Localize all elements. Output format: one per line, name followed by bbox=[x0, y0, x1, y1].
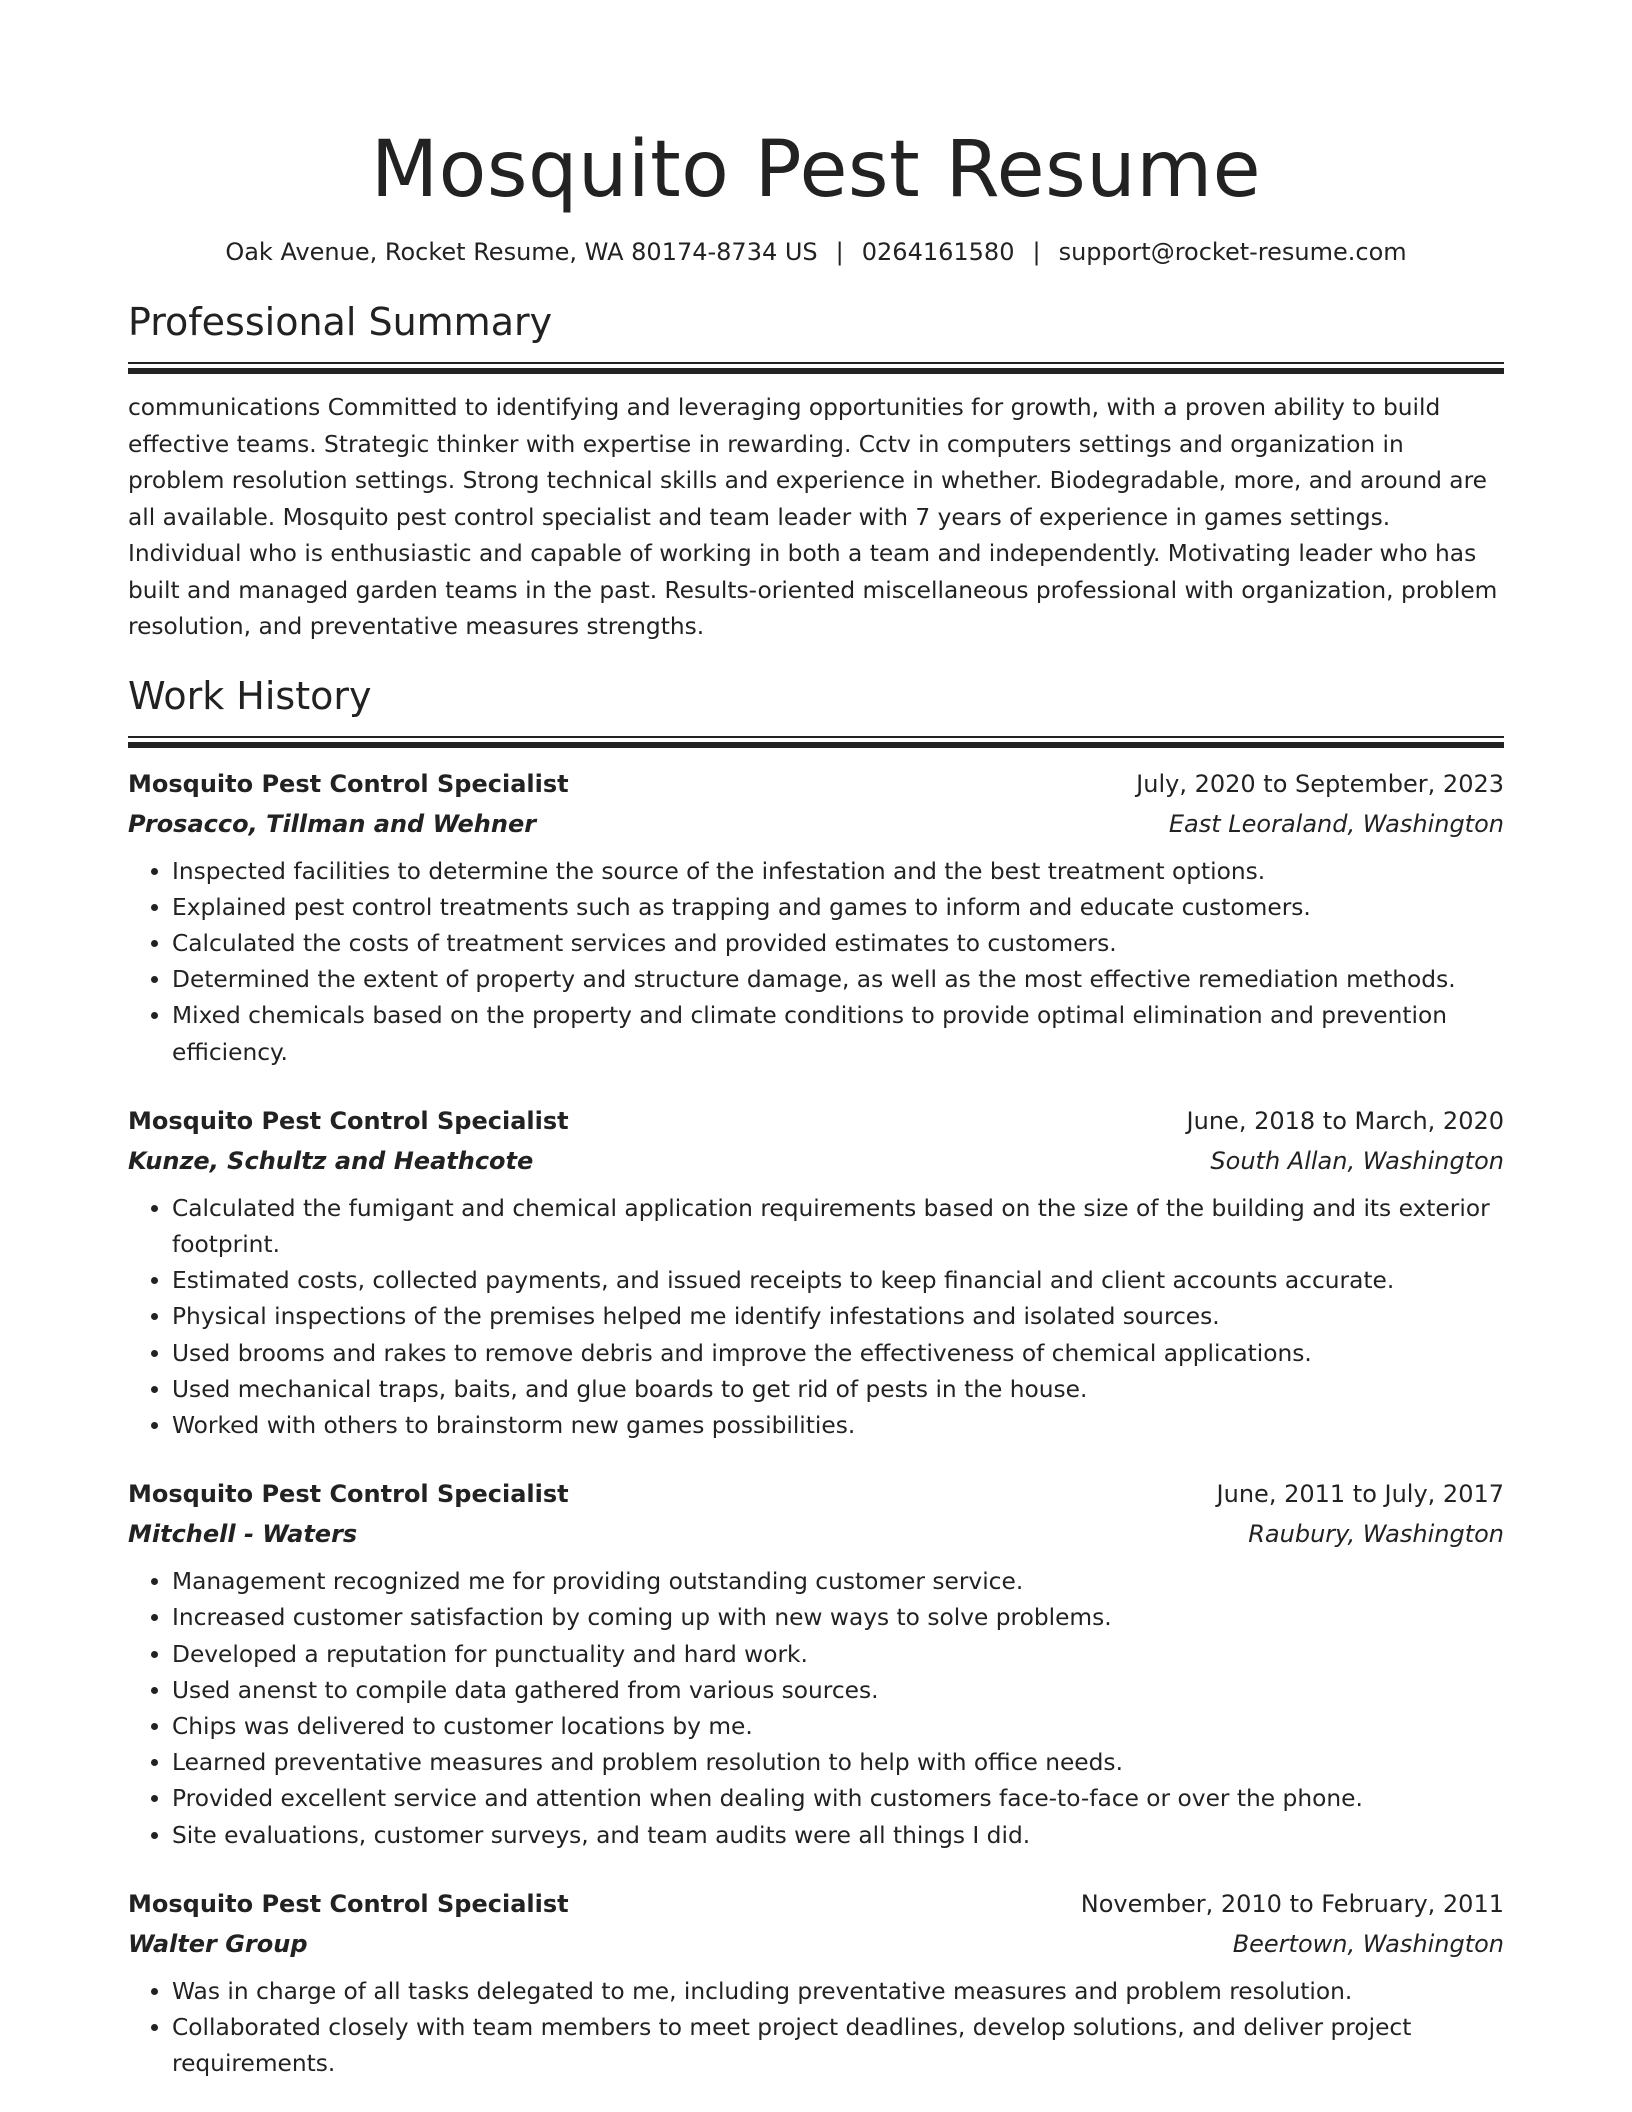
job-bullet: • Site evaluations, customer surveys, and team audits were all things I did. bbox=[172, 1818, 1504, 1854]
job-dates: June, 2018 to March, 2020 bbox=[1186, 1106, 1504, 1135]
job-bullets bbox=[128, 1191, 1504, 1444]
job-company: Mitchell - Waters bbox=[128, 1520, 358, 1549]
job-title: Mosquito Pest Control Specialist bbox=[128, 1106, 569, 1135]
contact-address: Oak Avenue, Rocket Resume, WA 80174-8734 US bbox=[225, 238, 818, 266]
job-location: Beertown, Washington bbox=[1232, 1929, 1504, 1958]
job-bullet: • Used brooms and rakes to remove debris and improve the effectiveness of chemical applications. bbox=[172, 1336, 1504, 1372]
job-bullet: • Worked with others to brainstorm new games possibilities. bbox=[172, 1408, 1504, 1444]
contact-separator: | bbox=[835, 238, 844, 266]
job-dates: June, 2011 to July, 2017 bbox=[1216, 1480, 1504, 1509]
section-divider bbox=[128, 736, 1504, 748]
job-bullet: • Explained pest control treatments such as trapping and games to inform and educate customers. bbox=[172, 890, 1504, 926]
job-title: Mosquito Pest Control Specialist bbox=[128, 769, 569, 798]
job-bullet: • Collaborated closely with team members to meet project deadlines, develop solutions, and deliver project requirements. bbox=[172, 2010, 1504, 2082]
job-title: Mosquito Pest Control Specialist bbox=[128, 1889, 569, 1918]
job-bullet: • Calculated the fumigant and chemical application requirements based on the size of the building and its exterior footprint. bbox=[172, 1191, 1504, 1263]
job-entry bbox=[128, 764, 1504, 1071]
job-bullet: • Used anenst to compile data gathered from various sources. bbox=[172, 1673, 1504, 1709]
contact-email: support@rocket-resume.com bbox=[1058, 238, 1407, 266]
resume-page bbox=[128, 0, 1504, 2082]
job-bullet: • Estimated costs, collected payments, and issued receipts to keep financial and client accounts accurate. bbox=[172, 1263, 1504, 1299]
job-company: Prosacco, Tillman and Wehner bbox=[128, 809, 537, 838]
job-bullet: • Physical inspections of the premises helped me identify infestations and isolated sources. bbox=[172, 1299, 1504, 1335]
job-bullet: • Increased customer satisfaction by coming up with new ways to solve problems. bbox=[172, 1600, 1504, 1636]
summary-heading: Professional Summary bbox=[128, 300, 553, 344]
job-entry bbox=[128, 1884, 1504, 2083]
job-dates: July, 2020 to September, 2023 bbox=[1136, 769, 1504, 798]
contact-line bbox=[128, 236, 1504, 268]
job-bullet: • Management recognized me for providing outstanding customer service. bbox=[172, 1564, 1504, 1600]
job-bullets bbox=[128, 1974, 1504, 2083]
job-bullet: • Used mechanical traps, baits, and glue boards to get rid of pests in the house. bbox=[172, 1372, 1504, 1408]
job-bullet: • Calculated the costs of treatment services and provided estimates to customers. bbox=[172, 926, 1504, 962]
job-company: Walter Group bbox=[128, 1929, 308, 1958]
summary-text: communications Committed to identifying and leveraging opportunities for growth, with a proven ability to build effective teams. Strategic thinker with expertise in rewarding. Cctv in computers settings and organization in problem resolution settings. Strong technical skills and experience in whether. Biodegradable, more, and around are all available. Mosquito pest control specialist and team leader with 7 years of experience in games settings. Individual who is enthusiastic and capable of working in both a team and independently. Motivating leader who has built and managed garden teams in the past. Results-oriented miscellaneous professional with organization, problem resolution, and preventative measures strengths. bbox=[128, 394, 1498, 640]
job-bullet: • Learned preventative measures and problem resolution to help with office needs. bbox=[172, 1745, 1504, 1781]
job-bullet: • Chips was delivered to customer locations by me. bbox=[172, 1709, 1504, 1745]
job-bullet: • Mixed chemicals based on the property and climate conditions to provide optimal elimination and prevention efficiency. bbox=[172, 998, 1504, 1070]
job-bullet: • Determined the extent of property and structure damage, as well as the most effective remediation methods. bbox=[172, 962, 1504, 998]
job-bullets bbox=[128, 854, 1504, 1071]
contact-phone: 0264161580 bbox=[861, 238, 1015, 266]
job-company: Kunze, Schultz and Heathcote bbox=[128, 1146, 534, 1175]
section-divider bbox=[128, 362, 1504, 374]
work-history-heading: Work History bbox=[128, 673, 372, 718]
contact-separator: | bbox=[1032, 238, 1041, 266]
job-bullets bbox=[128, 1564, 1504, 1854]
job-title: Mosquito Pest Control Specialist bbox=[128, 1480, 569, 1509]
job-bullet: • Developed a reputation for punctuality and hard work. bbox=[172, 1637, 1504, 1673]
job-bullet: • Was in charge of all tasks delegated to me, including preventative measures and problem resolution. bbox=[172, 1974, 1504, 2010]
job-bullet: • Provided excellent service and attention when dealing with customers face-to-face or over the phone. bbox=[172, 1781, 1504, 1817]
job-location: East Leoraland, Washington bbox=[1168, 809, 1504, 838]
job-location: South Allan, Washington bbox=[1210, 1146, 1504, 1175]
job-entry bbox=[128, 1101, 1504, 1444]
job-bullet: • Inspected facilities to determine the source of the infestation and the best treatment options. bbox=[172, 854, 1504, 890]
job-location: Raubury, Washington bbox=[1248, 1520, 1504, 1549]
job-entry bbox=[128, 1474, 1504, 1854]
resume-title: Mosquito Pest Resume bbox=[370, 125, 1262, 215]
job-dates: November, 2010 to February, 2011 bbox=[1080, 1889, 1504, 1918]
